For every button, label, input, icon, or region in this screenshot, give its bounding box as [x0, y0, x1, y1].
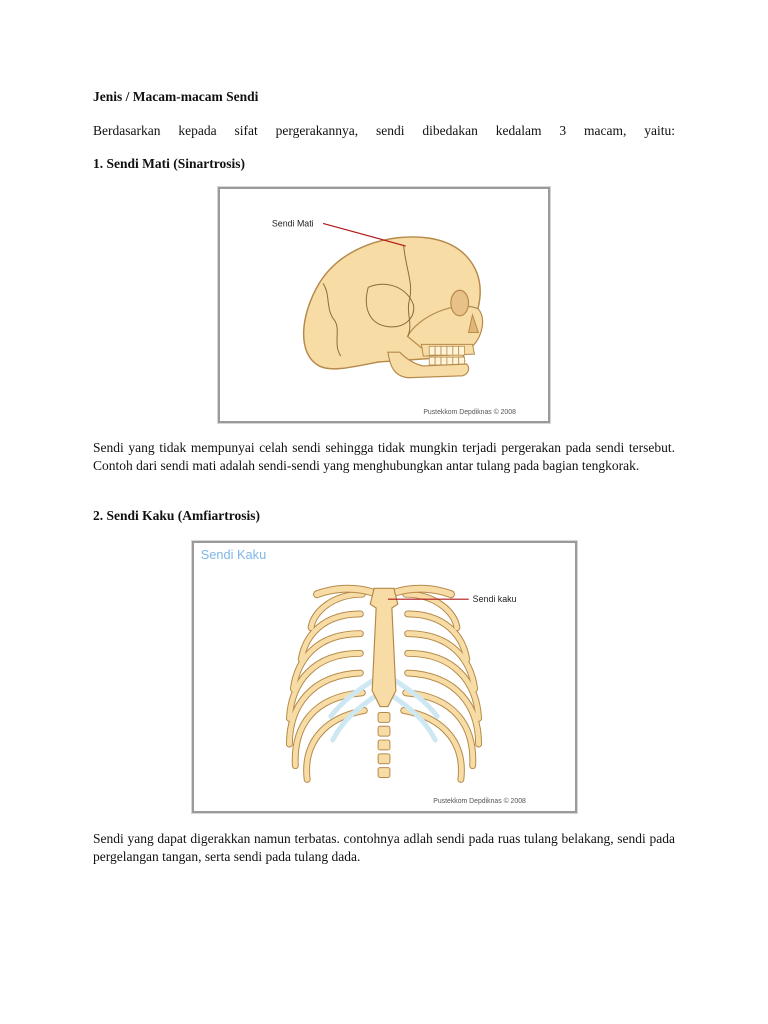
sendi-mati-callout-label: Sendi Mati: [271, 218, 314, 229]
ribcage-illustration: [194, 543, 575, 811]
skull-figure-credit: Pustekkom Depdiknas © 2008: [423, 409, 516, 417]
ribcage-figure: [192, 541, 577, 813]
section-1-heading: 1. Sendi Mati (Sinartrosis): [93, 156, 246, 171]
skull-figure: [218, 187, 550, 423]
skull-orbit: [451, 290, 469, 316]
section-2-heading: 2. Sendi Kaku (Amfiartrosis): [93, 508, 261, 523]
document-title: Jenis / Macam-macam Sendi: [93, 89, 259, 104]
vertebrae: [378, 712, 390, 777]
ribcage-figure-title: Sendi Kaku: [200, 546, 267, 562]
section-1-body: Sendi yang tidak mempunyai celah sendi sehingga tidak mungkin terjadi pergerakan pada sendi tersebut. Contoh dari sendi mati adalah sendi-sendi yang menghubungkan antar tulang pada bagian tengkorak.: [93, 440, 675, 473]
intro-paragraph: Berdasarkan kepada sifat pergerakannya, sendi dibedakan kedalam 3 macam, yaitu:: [93, 123, 675, 138]
section-2-body: Sendi yang dapat digerakkan namun terbatas. contohnya adlah sendi pada ruas tulang belakang, sendi pada pergelangan tangan, serta sendi pada tulang dada.: [93, 831, 675, 864]
sendi-kaku-callout-label: Sendi kaku: [472, 594, 517, 605]
ribcage-figure-credit: Pustekkom Depdiknas © 2008: [433, 798, 526, 806]
skull-illustration: [220, 189, 548, 421]
sendi-mati-callout-line: [323, 223, 406, 246]
sternum: [370, 588, 398, 706]
